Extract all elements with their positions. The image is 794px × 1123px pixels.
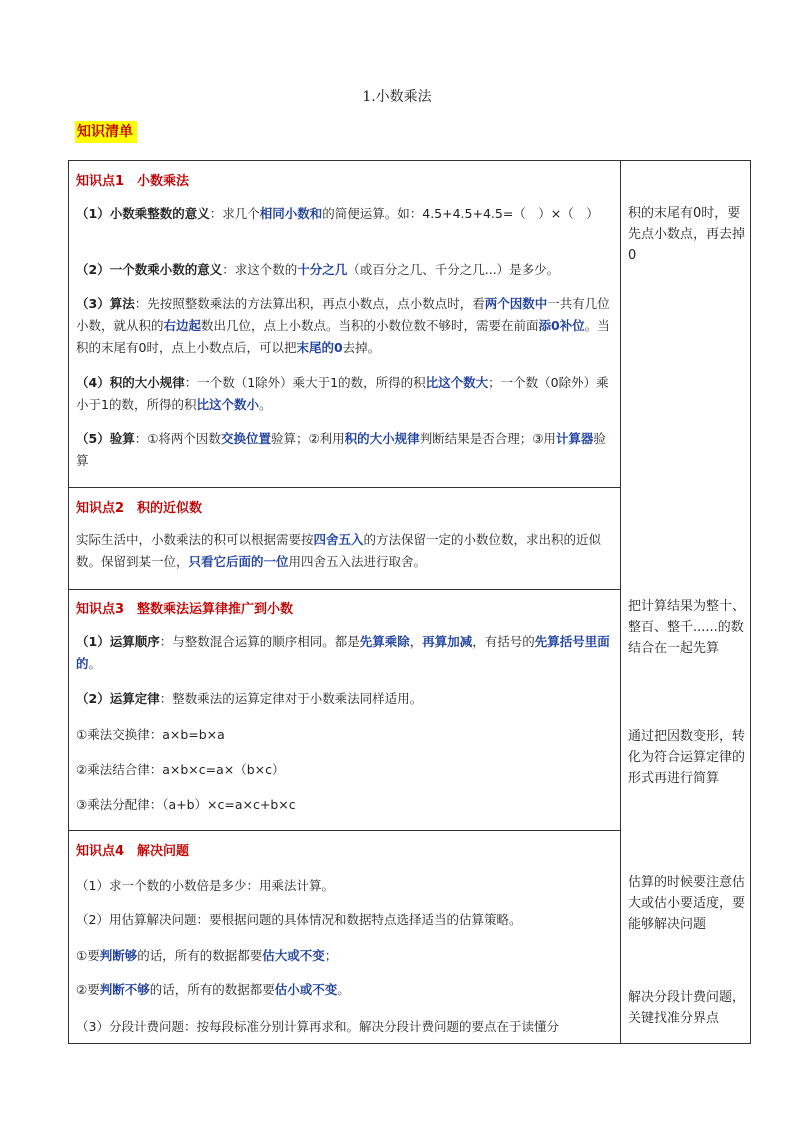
kp4-p4: ②要判断不够的话，所有的数据都要估小或不变。 bbox=[76, 982, 350, 997]
kp1-p3: （3）算法：先按照整数乘法的方法算出积，再点小数点，点小数点时，看两个因数中一共有几位小数，就从积的右边起数出几位，点上小数点。当积的小数位数不够时，需要在前面添0补位。当积的末尾有0时，点上小数点后，可以把末尾的0去掉。 bbox=[76, 296, 610, 355]
kp1-heading: 知识点1 小数乘法 bbox=[76, 174, 190, 189]
kp1-p2: （2）一个数乘小数的意义：求这个数的十分之几（或百分之几、千分之几...）是多少。 bbox=[76, 262, 560, 277]
kp4-p5: （3）分段计费问题：按每段标准分别计算再求和。解决分段计费问题的要点在于读懂分 bbox=[76, 1019, 559, 1034]
side-note-1: 积的末尾有0时，要先点小数点，再去掉0 bbox=[628, 206, 746, 263]
kp3-heading: 知识点3 整数乘法运算律推广到小数 bbox=[76, 602, 294, 617]
row-divider-1 bbox=[69, 487, 620, 488]
kp4-heading: 知识点4 解决问题 bbox=[76, 844, 190, 859]
kp4-p1: （1）求一个数的小数倍是多少：用乘法计算。 bbox=[76, 878, 334, 893]
side-note-4: 估算的时候要注意估大或估小要适度，要能够解决问题 bbox=[628, 875, 746, 932]
kp3-p1: （1）运算顺序：与整数混合运算的顺序相同。都是先算乘除，再算加减，有括号的先算括号里面的。 bbox=[76, 634, 610, 671]
row-divider-3 bbox=[69, 830, 620, 831]
kp3-p2: （2）运算定律：整数乘法的运算定律对于小数乘法同样适用。 bbox=[76, 691, 423, 706]
kp1-p4: （4）积的大小规律：一个数（1除外）乘大于1的数，所得的积比这个数大；一个数（0除外）乘小于1的数，所得的积比这个数小。 bbox=[76, 375, 609, 412]
side-note-2: 把计算结果为整十、整百、整千......的数结合在一起先算 bbox=[628, 599, 746, 656]
side-note-5: 解决分段计费问题，关键找准分界点 bbox=[628, 990, 746, 1026]
row-divider-2 bbox=[69, 589, 620, 590]
kp1-p5: （5）验算：①将两个因数交换位置验算；②利用积的大小规律判断结果是否合理；③用计算器验算 bbox=[76, 431, 606, 468]
kp2-heading: 知识点2 积的近似数 bbox=[76, 501, 203, 516]
knowledge-table bbox=[68, 160, 751, 1044]
kp3-law3: ③乘法分配律：（a+b）×c=a×c+b×c bbox=[76, 797, 296, 812]
kp3-law1: ①乘法交换律：a×b=b×a bbox=[76, 727, 225, 742]
kp1-p1: （1）小数乘整数的意义：求几个相同小数和的简便运算。如：4.5+4.5+4.5=（ ）×（ ） bbox=[76, 206, 599, 221]
column-divider bbox=[620, 161, 621, 1043]
kp3-law2: ②乘法结合律：a×b×c=a×（b×c） bbox=[76, 762, 285, 777]
kp2-p1: 实际生活中，小数乘法的积可以根据需要按四舍五入的方法保留一定的小数位数，求出积的近似数。保留到某一位，只看它后面的一位用四舍五入法进行取舍。 bbox=[76, 532, 602, 569]
section-tag: 知识清单 bbox=[75, 121, 137, 143]
side-note-3: 通过把因数变形，转化为符合运算定律的形式再进行简算 bbox=[628, 729, 746, 786]
page-title: 1.小数乘法 bbox=[362, 89, 432, 105]
kp4-p3: ①要判断够的话，所有的数据都要估大或不变； bbox=[76, 948, 338, 963]
kp4-p2: （2）用估算解决问题：要根据问题的具体情况和数据特点选择适当的估算策略。 bbox=[76, 912, 522, 927]
